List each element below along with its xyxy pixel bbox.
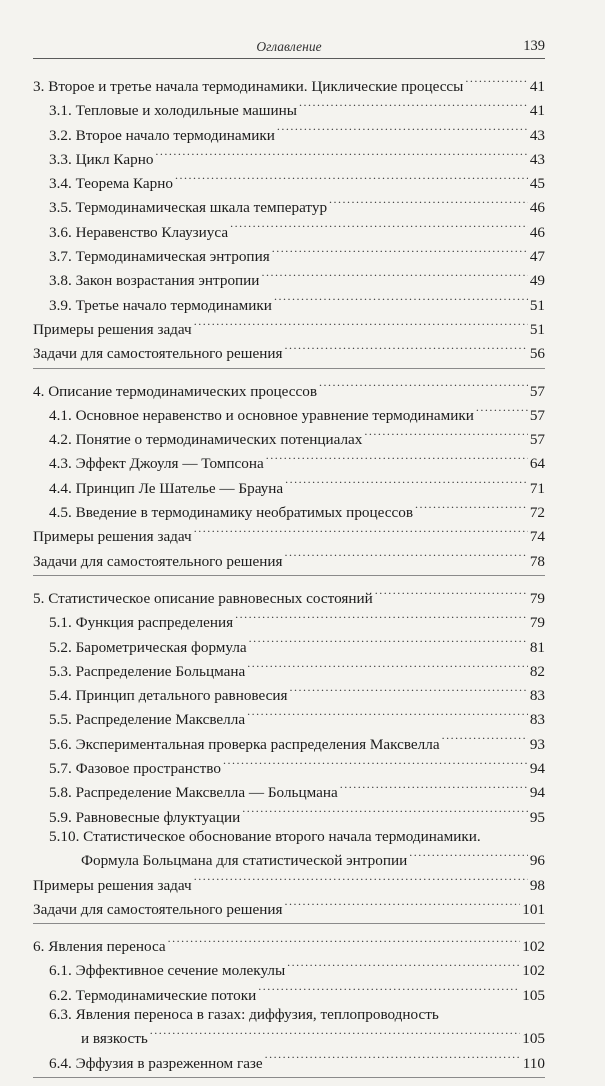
toc-entry-page: 57	[529, 431, 545, 449]
dot-leader	[375, 584, 528, 603]
toc-subsection-entry	[33, 1049, 545, 1073]
toc-entry-page: 47	[529, 248, 545, 266]
toc-entry-title: Задачи для самостоятельного решения	[33, 552, 283, 570]
dot-leader	[194, 522, 528, 541]
toc-entry-title: 3.4. Теорема Карно	[49, 175, 173, 193]
toc-entry-page: 82	[529, 662, 545, 680]
toc-entry-page: 110	[522, 1054, 545, 1072]
toc-entry-page: 64	[529, 455, 545, 473]
toc-entry-title: и вязкость	[81, 1030, 148, 1048]
toc-entry-page: 72	[529, 504, 545, 522]
toc-chapter-entry	[33, 871, 545, 895]
toc-chapter-entry	[33, 315, 545, 339]
toc-entry-title: Примеры решения задач	[33, 876, 192, 894]
toc-entry-title: Примеры решения задач	[33, 528, 192, 546]
dot-leader	[242, 803, 528, 822]
toc-entry-title: 3.3. Цикл Карно	[49, 150, 154, 168]
toc-entry-title: Примеры решения задач	[33, 320, 192, 338]
dot-leader	[290, 681, 528, 700]
toc-entry-page: 56	[529, 345, 545, 363]
toc-subsection-entry	[33, 681, 545, 705]
dot-leader	[415, 498, 528, 517]
toc-entry-page: 43	[529, 150, 545, 168]
toc-entry-title: Задачи для самостоятельного решения	[33, 900, 283, 918]
toc-entry-title: 3.2. Второе начало термодинамики	[49, 126, 275, 144]
toc-chapter-entry	[33, 522, 545, 546]
toc-entry-page: 105	[522, 986, 545, 1004]
toc-entry-page: 83	[529, 687, 545, 705]
toc-subsection-entry	[33, 846, 545, 870]
toc-entry-title: 4.2. Понятие о термодинамических потенциалах	[49, 431, 363, 449]
toc-entry-title: 4.4. Принцип Ле Шателье — Брауна	[49, 479, 284, 497]
dot-leader	[277, 121, 528, 140]
dot-leader	[284, 895, 520, 914]
toc-subsection-entry	[33, 291, 545, 315]
dot-leader	[284, 339, 527, 358]
toc-entry-page: 96	[529, 852, 545, 870]
toc-subsection-entry	[33, 425, 545, 449]
dot-leader	[409, 846, 528, 865]
page-number: 139	[523, 38, 545, 54]
toc-entry-page: 101	[522, 900, 545, 918]
toc-entry-page: 98	[529, 876, 545, 894]
toc-subsection-entry	[33, 401, 545, 425]
toc-entry-title: 6.1. Эффективное сечение молекулы	[49, 962, 286, 980]
toc-subsection-entry	[33, 96, 545, 120]
toc-subsection-entry	[33, 1024, 545, 1048]
toc-section	[33, 584, 545, 924]
dot-leader	[247, 657, 528, 676]
dot-leader	[175, 169, 528, 188]
toc-entry-title: 5.6. Экспериментальная проверка распределения Максвелла	[49, 735, 440, 753]
toc-entry-title: 5.10. Статистическое обоснование второго начала термодинамики.	[49, 827, 481, 845]
toc-entry-title: 5.5. Распределение Максвелла	[49, 711, 246, 729]
toc-subsection-entry	[33, 1005, 545, 1024]
toc-subsection-entry	[33, 657, 545, 681]
toc-subsection-entry	[33, 145, 545, 169]
toc-entry-page: 57	[529, 406, 545, 424]
toc-subsection-entry	[33, 193, 545, 217]
toc-subsection-entry	[33, 242, 545, 266]
toc-subsection-entry	[33, 218, 545, 242]
toc-entry-page: 94	[529, 784, 545, 802]
table-of-contents	[33, 72, 545, 1086]
dot-leader	[258, 981, 520, 1000]
toc-chapter-entry	[33, 895, 545, 919]
toc-entry-title: 5.7. Фазовое пространство	[49, 760, 221, 778]
toc-subsection-entry	[33, 633, 545, 657]
toc-entry-page: 83	[529, 711, 545, 729]
header-title: Оглавление	[256, 39, 322, 54]
toc-entry-page: 79	[529, 614, 545, 632]
dot-leader	[284, 547, 527, 566]
toc-entry-title: 3.5. Термодинамическая шкала температур	[49, 199, 328, 217]
toc-entry-page: 46	[529, 223, 545, 241]
toc-entry-page: 93	[529, 735, 545, 753]
toc-entry-title: 3.6. Неравенство Клаузиуса	[49, 223, 229, 241]
dot-leader	[223, 754, 528, 773]
toc-entry-page: 57	[529, 382, 545, 400]
dot-leader	[329, 193, 528, 212]
toc-subsection-entry	[33, 474, 545, 498]
toc-entry-page: 105	[522, 1030, 545, 1048]
toc-entry-title: 5.3. Распределение Больцмана	[49, 662, 246, 680]
dot-leader	[155, 145, 527, 164]
toc-subsection-entry	[33, 730, 545, 754]
toc-entry-title: Формула Больцмана для статистической энтропии	[81, 852, 408, 870]
toc-subsection-entry	[33, 956, 545, 980]
dot-leader	[476, 401, 528, 420]
toc-entry-title: 3. Второе и третье начала термодинамики. Циклические процессы	[33, 78, 464, 95]
dot-leader	[266, 449, 528, 468]
toc-entry-page: 41	[529, 102, 545, 120]
dot-leader	[274, 291, 528, 310]
dot-leader	[319, 377, 528, 396]
toc-entry-page: 95	[529, 808, 545, 826]
toc-section	[33, 377, 545, 576]
toc-entry-page: 78	[529, 552, 545, 570]
toc-entry-title: 3.8. Закон возрастания энтропии	[49, 272, 260, 290]
dot-leader	[465, 72, 527, 91]
toc-subsection-entry	[33, 778, 545, 802]
dot-leader	[168, 932, 521, 951]
toc-entry-page: 46	[529, 199, 545, 217]
dot-leader	[150, 1024, 520, 1043]
toc-entry-page: 49	[529, 272, 545, 290]
running-header	[33, 38, 545, 59]
dot-leader	[340, 778, 528, 797]
toc-subsection-entry	[33, 705, 545, 729]
dot-leader	[194, 315, 528, 334]
dot-leader	[235, 608, 528, 627]
toc-entry-page: 43	[529, 126, 545, 144]
dot-leader	[261, 266, 527, 285]
toc-section	[33, 932, 545, 1078]
dot-leader	[249, 633, 528, 652]
toc-entry-title: 6.2. Термодинамические потоки	[49, 986, 257, 1004]
toc-subsection-entry	[33, 449, 545, 473]
toc-entry-page: 45	[529, 175, 545, 193]
toc-subsection-entry	[33, 827, 545, 846]
toc-subsection-entry	[33, 498, 545, 522]
toc-entry-title: 5.4. Принцип детального равновесия	[49, 687, 288, 705]
toc-subsection-entry	[33, 754, 545, 778]
dot-leader	[194, 871, 528, 890]
toc-chapter-entry	[33, 339, 545, 363]
toc-entry-title: 6.4. Эффузия в разреженном газе	[49, 1054, 263, 1072]
dot-leader	[265, 1049, 521, 1068]
toc-entry-title: 4.1. Основное неравенство и основное уравнение термодинамики	[49, 406, 474, 424]
dot-leader	[299, 96, 528, 115]
toc-entry-title: 4. Описание термодинамических процессов	[33, 382, 318, 400]
toc-entry-page: 94	[529, 760, 545, 778]
toc-entry-page: 51	[529, 320, 545, 338]
toc-entry-title: 6.3. Явления переноса в газах: диффузия, теплопроводность	[49, 1005, 439, 1023]
toc-subsection-entry	[33, 803, 545, 827]
toc-subsection-entry	[33, 608, 545, 632]
toc-entry-title: 5.1. Функция распределения	[49, 614, 234, 632]
toc-entry-title: 4.3. Эффект Джоуля — Томпсона	[49, 455, 264, 473]
toc-section	[33, 72, 545, 369]
dot-leader	[230, 218, 528, 237]
toc-entry-page: 102	[522, 962, 545, 980]
toc-subsection-entry	[33, 981, 545, 1005]
toc-entry-page: 81	[529, 638, 545, 656]
toc-entry-page: 102	[522, 938, 545, 956]
toc-entry-page: 41	[529, 78, 545, 95]
toc-subsection-entry	[33, 266, 545, 290]
toc-entry-title: 5.8. Распределение Максвелла — Больцмана	[49, 784, 338, 802]
dot-leader	[272, 242, 528, 261]
toc-chapter-entry	[33, 72, 545, 96]
toc-entry-title: 3.9. Третье начало термодинамики	[49, 296, 272, 314]
dot-leader	[247, 705, 528, 724]
dot-leader	[364, 425, 527, 444]
toc-entry-page: 79	[529, 589, 545, 607]
toc-entry-title: 5. Статистическое описание равновесных состояний	[33, 589, 373, 607]
toc-entry-title: Задачи для самостоятельного решения	[33, 345, 283, 363]
toc-subsection-entry	[33, 169, 545, 193]
dot-leader	[285, 474, 528, 493]
toc-chapter-entry	[33, 932, 545, 956]
toc-chapter-entry	[33, 377, 545, 401]
toc-entry-title: 3.7. Термодинамическая энтропия	[49, 248, 270, 266]
toc-entry-title: 5.2. Барометрическая формула	[49, 638, 247, 656]
toc-chapter-entry	[33, 547, 545, 571]
toc-subsection-entry	[33, 121, 545, 145]
toc-entry-title: 4.5. Введение в термодинамику необратимых процессов	[49, 504, 413, 522]
dot-leader	[442, 730, 528, 749]
toc-entry-page: 51	[529, 296, 545, 314]
toc-entry-page: 74	[529, 528, 545, 546]
toc-entry-page: 71	[529, 479, 545, 497]
toc-chapter-entry	[33, 584, 545, 608]
toc-entry-title: 3.1. Тепловые и холодильные машины	[49, 102, 297, 120]
toc-entry-title: 5.9. Равновесные флуктуации	[49, 808, 241, 826]
toc-entry-title: 6. Явления переноса	[33, 938, 166, 956]
dot-leader	[287, 956, 520, 975]
